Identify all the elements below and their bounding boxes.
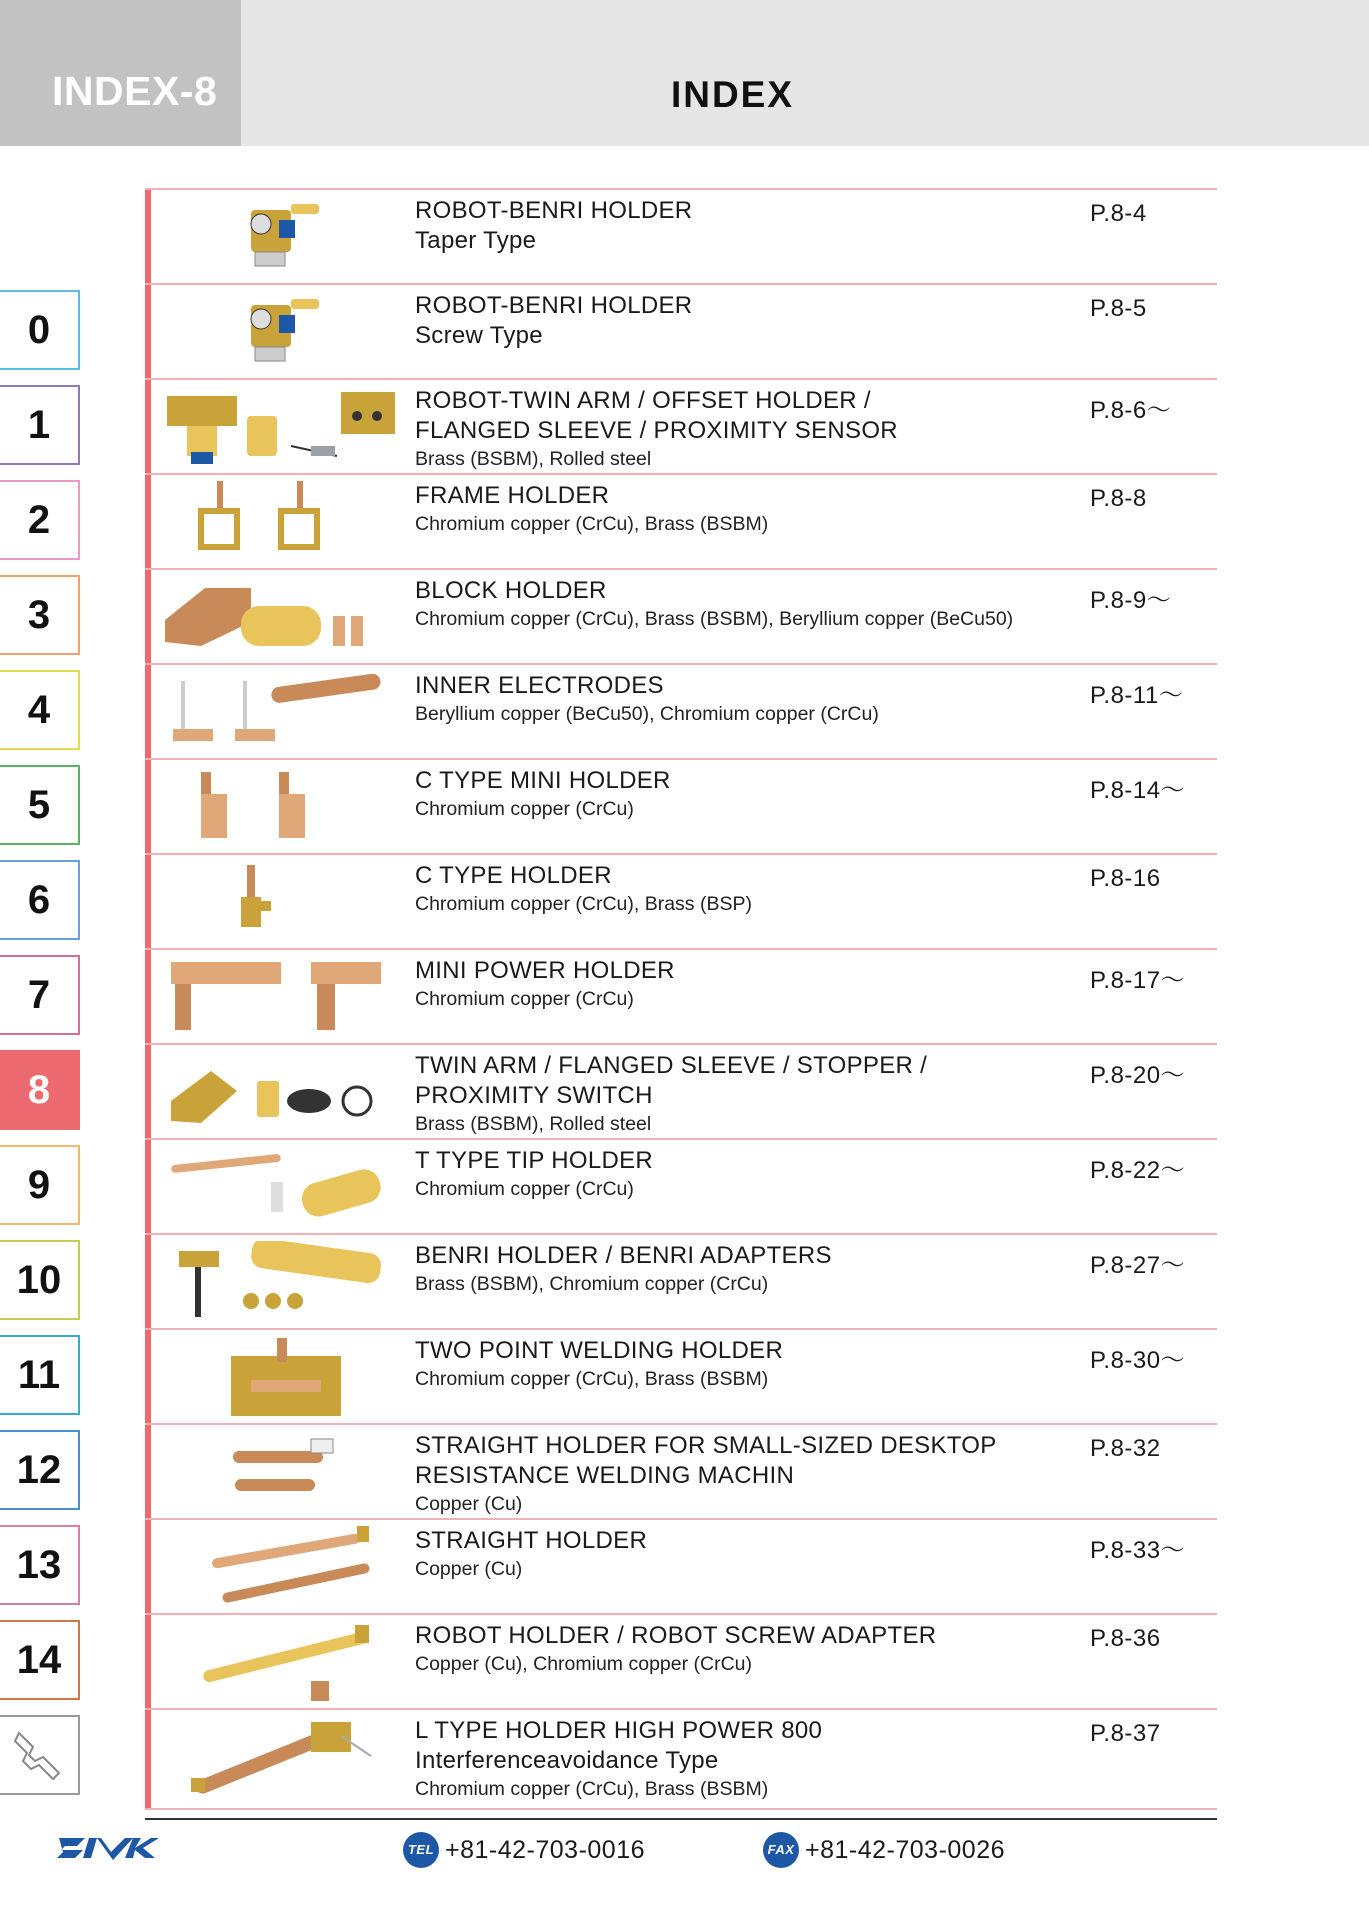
- side-tab-label: 13: [16, 1542, 62, 1587]
- item-name: T TYPE TIP HOLDER: [415, 1147, 654, 1174]
- item-name: ROBOT-BENRI HOLDER Screw Type: [415, 292, 693, 349]
- index-row[interactable]: [145, 758, 1217, 853]
- index-row[interactable]: [145, 1708, 1217, 1803]
- c-mini-holder-image: [161, 766, 397, 848]
- side-tab-label: 11: [17, 1352, 61, 1397]
- fax-icon: FAX: [763, 1832, 799, 1868]
- item-material: Chromium copper (CrCu), Brass (BSP): [415, 893, 752, 915]
- side-tab-label: 3: [27, 592, 51, 637]
- item-page-link[interactable]: P.8-4: [1090, 200, 1147, 227]
- side-tab-5[interactable]: [0, 765, 80, 845]
- item-name: BLOCK HOLDER: [415, 577, 607, 604]
- robot-holder-image: [161, 196, 397, 278]
- item-page-link[interactable]: P.8-22～: [1090, 1157, 1186, 1184]
- index-row[interactable]: [145, 283, 1217, 378]
- fax-contact: [763, 1832, 1005, 1868]
- item-material: Chromium copper (CrCu), Brass (BSBM): [415, 1368, 769, 1390]
- index-bottom-line: [145, 1808, 1217, 1810]
- side-tab-tools[interactable]: [0, 1715, 80, 1795]
- side-tab-11[interactable]: [0, 1335, 80, 1415]
- item-name: L TYPE HOLDER HIGH POWER 800 Interferenceavoidance Type: [415, 1717, 823, 1774]
- item-material: Chromium copper (CrCu), Brass (BSBM): [415, 1778, 769, 1800]
- brand-logo: [55, 1830, 159, 1866]
- item-material: Chromium copper (CrCu): [415, 798, 634, 820]
- index-row[interactable]: [145, 473, 1217, 568]
- index-row[interactable]: [145, 378, 1217, 473]
- side-tab-3[interactable]: [0, 575, 80, 655]
- index-row[interactable]: [145, 568, 1217, 663]
- item-name: C TYPE HOLDER: [415, 862, 612, 889]
- index-row[interactable]: [145, 1423, 1217, 1518]
- item-material: Chromium copper (CrCu), Brass (BSBM), Beryllium copper (BeCu50): [415, 608, 1014, 630]
- side-tab-label: 12: [16, 1447, 62, 1492]
- wrench-icon: [9, 1725, 69, 1785]
- side-tab-12[interactable]: [0, 1430, 80, 1510]
- side-tab-6[interactable]: [0, 860, 80, 940]
- side-tab-1[interactable]: [0, 385, 80, 465]
- side-tab-label: 10: [16, 1257, 62, 1302]
- benri-adapter-image: [161, 1241, 397, 1323]
- side-tab-10[interactable]: [0, 1240, 80, 1320]
- item-material: Chromium copper (CrCu): [415, 988, 634, 1010]
- item-name: TWO POINT WELDING HOLDER: [415, 1337, 784, 1364]
- robot-screw-adapter-image: [161, 1621, 397, 1703]
- index-row[interactable]: [145, 1518, 1217, 1613]
- item-page-link[interactable]: P.8-14～: [1090, 777, 1186, 804]
- twin-arm-image: [161, 386, 397, 468]
- index-row[interactable]: [145, 948, 1217, 1043]
- side-tab-0[interactable]: [0, 290, 80, 370]
- index-row[interactable]: [145, 1138, 1217, 1233]
- item-material: Chromium copper (CrCu), Brass (BSBM): [415, 513, 769, 535]
- side-tab-label: 9: [27, 1162, 51, 1207]
- item-page-link[interactable]: P.8-33～: [1090, 1537, 1186, 1564]
- item-material: Beryllium copper (BeCu50), Chromium copper (CrCu): [415, 703, 879, 725]
- tel-icon: TEL: [403, 1832, 439, 1868]
- side-tab-7[interactable]: [0, 955, 80, 1035]
- straight-holder-image: [161, 1526, 397, 1608]
- index-tab-label: INDEX-8: [52, 68, 218, 114]
- side-tab-label: 0: [27, 307, 51, 352]
- side-tab-14[interactable]: [0, 1620, 80, 1700]
- index-row[interactable]: [145, 1613, 1217, 1708]
- side-tab-label: 5: [27, 782, 51, 827]
- item-name: MINI POWER HOLDER: [415, 957, 675, 984]
- inner-electrode-image: [161, 671, 397, 753]
- item-name: ROBOT-TWIN ARM / OFFSET HOLDER / FLANGED SLEEVE / PROXIMITY SENSOR: [415, 387, 898, 444]
- item-page-link[interactable]: P.8-36: [1090, 1625, 1161, 1652]
- item-page-link[interactable]: P.8-8: [1090, 485, 1147, 512]
- item-material: Brass (BSBM), Rolled steel: [415, 448, 652, 470]
- side-tab-label: 8: [27, 1067, 51, 1112]
- tel-contact: [403, 1832, 645, 1868]
- item-page-link[interactable]: P.8-5: [1090, 295, 1147, 322]
- index-row[interactable]: [145, 1328, 1217, 1423]
- side-tab-label: 7: [27, 972, 51, 1017]
- side-tab-9[interactable]: [0, 1145, 80, 1225]
- item-page-link[interactable]: P.8-9～: [1090, 587, 1172, 614]
- mini-power-holder-image: [161, 956, 397, 1038]
- item-name: BENRI HOLDER / BENRI ADAPTERS: [415, 1242, 832, 1269]
- item-page-link[interactable]: P.8-37: [1090, 1720, 1161, 1747]
- robot-holder-image: [161, 291, 397, 373]
- item-page-link[interactable]: P.8-30～: [1090, 1347, 1186, 1374]
- page-title: INDEX: [670, 74, 795, 115]
- item-name: FRAME HOLDER: [415, 482, 610, 509]
- index-row[interactable]: [145, 188, 1217, 283]
- item-material: Brass (BSBM), Rolled steel: [415, 1113, 652, 1135]
- frame-holder-image: [161, 481, 397, 563]
- side-tab-4[interactable]: [0, 670, 80, 750]
- side-tab-label: 14: [16, 1637, 62, 1682]
- index-row[interactable]: [145, 1233, 1217, 1328]
- item-page-link[interactable]: P.8-6～: [1090, 397, 1172, 424]
- side-tab-13[interactable]: [0, 1525, 80, 1605]
- index-tab: [0, 0, 241, 146]
- item-name: INNER ELECTRODES: [415, 672, 664, 699]
- index-row[interactable]: [145, 663, 1217, 758]
- two-point-holder-image: [161, 1336, 397, 1418]
- item-material: Copper (Cu): [415, 1558, 523, 1580]
- side-tab-label: 2: [27, 497, 51, 542]
- item-page-link[interactable]: P.8-20～: [1090, 1062, 1186, 1089]
- c-holder-image: [161, 861, 397, 943]
- item-page-link[interactable]: P.8-17～: [1090, 967, 1186, 994]
- item-page-link[interactable]: P.8-11～: [1090, 682, 1184, 709]
- item-name: ROBOT HOLDER / ROBOT SCREW ADAPTER: [415, 1622, 937, 1649]
- item-page-link[interactable]: P.8-16: [1090, 865, 1161, 892]
- index-row[interactable]: [145, 1043, 1217, 1138]
- page-header: [0, 0, 1369, 146]
- item-name: STRAIGHT HOLDER: [415, 1527, 648, 1554]
- side-tab-8[interactable]: [0, 1050, 80, 1130]
- item-name: TWIN ARM / FLANGED SLEEVE / STOPPER / PROXIMITY SWITCH: [415, 1052, 928, 1109]
- t-tip-holder-image: [161, 1146, 397, 1228]
- item-name: STRAIGHT HOLDER FOR SMALL-SIZED DESKTOP RESISTANCE WELDING MACHIN: [415, 1432, 997, 1489]
- side-tab-label: 6: [27, 877, 51, 922]
- item-name: ROBOT-BENRI HOLDER Taper Type: [415, 197, 693, 254]
- side-tab-2[interactable]: [0, 480, 80, 560]
- item-page-link[interactable]: P.8-27～: [1090, 1252, 1186, 1279]
- item-page-link[interactable]: P.8-32: [1090, 1435, 1161, 1462]
- item-name: C TYPE MINI HOLDER: [415, 767, 671, 794]
- block-holder-image: [161, 576, 397, 658]
- item-material: Copper (Cu), Chromium copper (CrCu): [415, 1653, 753, 1675]
- item-material: Copper (Cu): [415, 1493, 523, 1515]
- index-row[interactable]: [145, 853, 1217, 948]
- tel-number: +81-42-703-0016: [445, 1835, 646, 1864]
- footer-rule: [145, 1818, 1217, 1820]
- straight-small-holder-image: [161, 1431, 397, 1513]
- item-material: Brass (BSBM), Chromium copper (CrCu): [415, 1273, 769, 1295]
- fax-number: +81-42-703-0026: [805, 1835, 1006, 1864]
- side-tab-label: 4: [27, 687, 51, 732]
- item-material: Chromium copper (CrCu): [415, 1178, 634, 1200]
- l-type-holder-image: [161, 1716, 397, 1798]
- side-tab-label: 1: [27, 402, 51, 447]
- twin-arm-sleeve-image: [161, 1051, 397, 1133]
